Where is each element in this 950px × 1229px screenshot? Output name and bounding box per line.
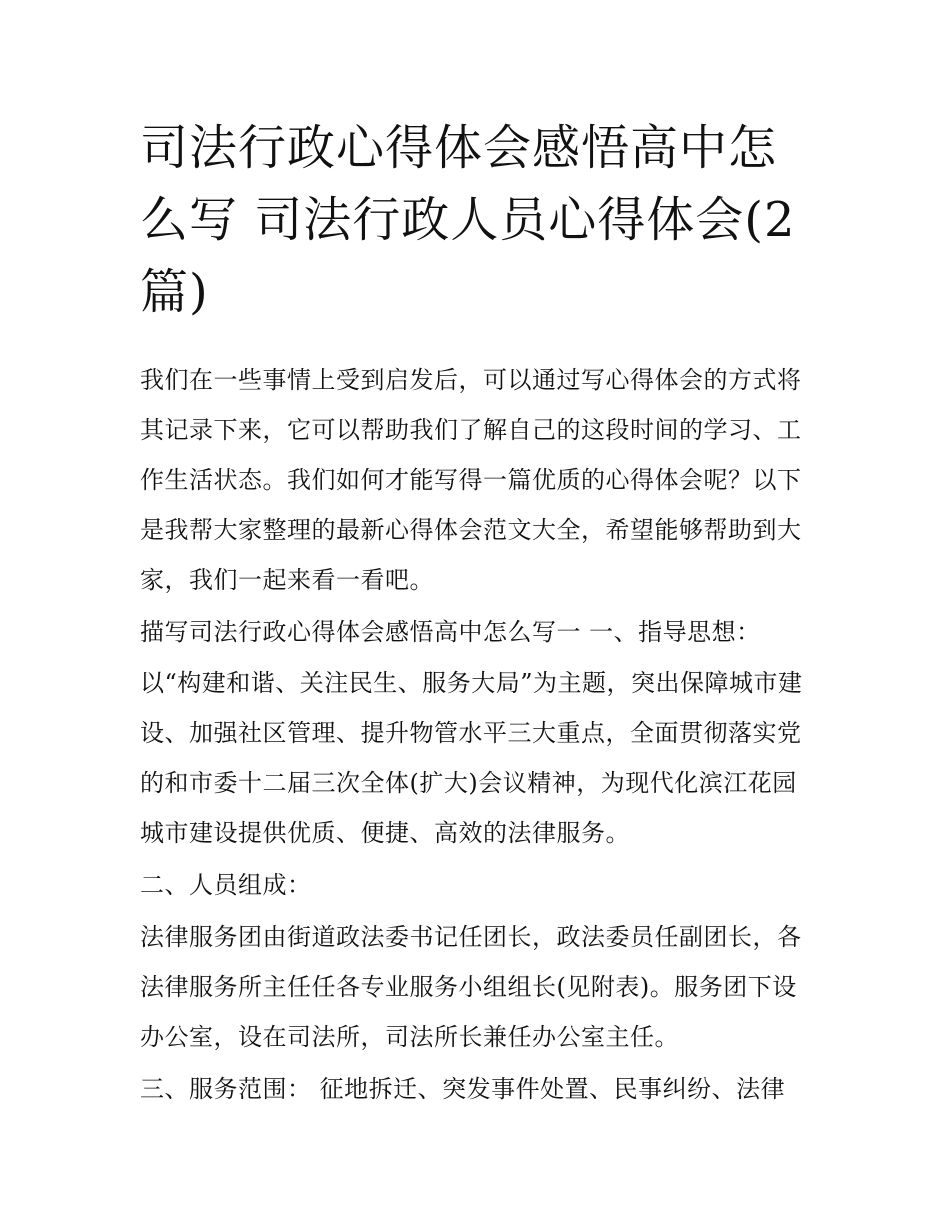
- team-paragraph: 法律服务团由街道政法委书记任团长，政法委员任副团长，各法律服务所主任任各专业服务小组组长(见附表)。服务团下设办公室，设在司法所，司法所长兼任办公室主任。: [140, 923, 802, 1051]
- section-heading-personnel: 二、人员组成：: [140, 871, 312, 899]
- document-title: 司法行政心得体会感悟高中怎么写 司法行政人员心得体会(2篇): [140, 120, 796, 320]
- section-heading-guiding-ideology: 描写司法行政心得体会感悟高中怎么写一 一、指导思想：: [140, 618, 761, 646]
- intro-paragraph: 我们在一些事情上受到启发后，可以通过写心得体会的方式将其记录下来，它可以帮助我们了解自己的这段时间的学习、工作生活状态。我们如何才能写得一篇优质的心得体会呢？以下是我帮大家整理的最新心得体会范文大全，希望能够帮助到大家，我们一起来看一看吧。: [140, 366, 802, 594]
- section-heading-service-scope: 三、服务范围： 征地拆迁、突发事件处置、民事纠纷、法律: [140, 1075, 786, 1103]
- theme-paragraph: 以“构建和谐、关注民生、服务大局”为主题，突出保障城市建设、加强社区管理、提升物管水平三大重点，全面贯彻落实党的和市委十二届三次全体(扩大)会议精神，为现代化滨江花园城市建设提供优质、便捷、高效的法律服务。: [140, 669, 803, 847]
